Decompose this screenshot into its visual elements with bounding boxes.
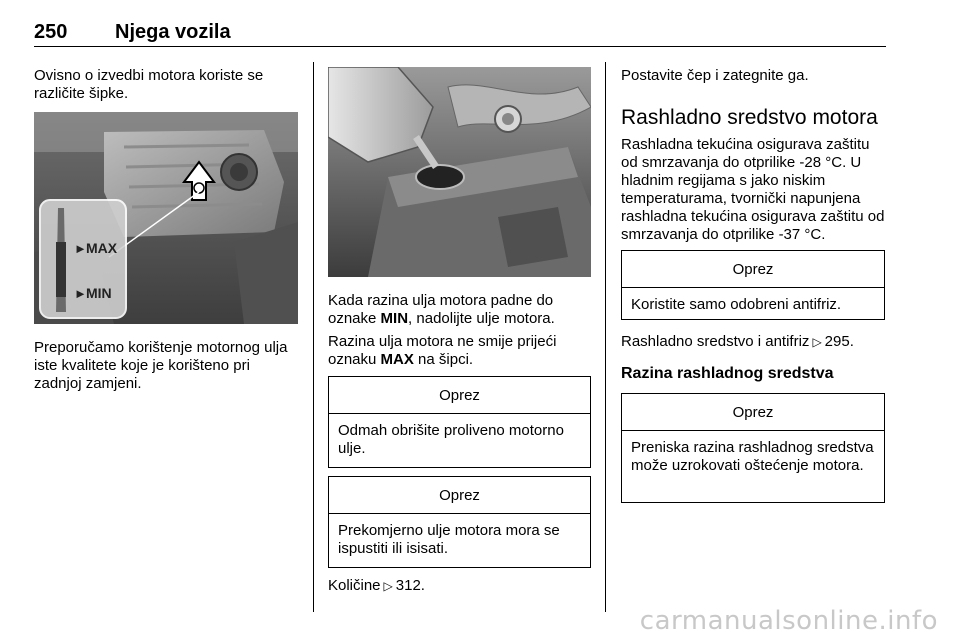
- engine-dipstick-figure: [34, 112, 298, 324]
- antifreeze-page-ref[interactable]: 295.: [824, 333, 854, 350]
- oil-min-text-post: , nadolijte ulje motora.: [408, 310, 555, 327]
- header-rule: [34, 46, 886, 47]
- caution-box-low-coolant: [621, 393, 885, 503]
- oil-max-text-post: na šipci.: [413, 351, 474, 368]
- coolant-description: Rashladna tekućina osigurava zaštitu od smrzavanja do otprilike -28 °C. U hladnim regijama s jako niskim temperaturama, tvornički napunjena rashladna tekućina osigurava zaštitu od smrzavanja do otprilike -37 °C.: [621, 136, 885, 243]
- antifreeze-reference: [621, 333, 885, 351]
- svg-text:►: ►: [74, 286, 87, 301]
- caution-body: Koristite samo odobreni antifriz.: [631, 296, 842, 313]
- dipstick-max-label: MAX: [86, 240, 118, 256]
- oil-min-text-pre: Kada razina ulja motora padne do oznake: [328, 292, 554, 327]
- quantities-reference: [328, 577, 588, 595]
- intro-text: Ovisno o izvedbi motora koriste se različite šipke.: [34, 67, 264, 102]
- caution-body: Odmah obrišite proliveno motorno ulje.: [338, 422, 564, 457]
- antifreeze-label[interactable]: Rashladno sredstvo i antifriz: [621, 333, 810, 350]
- oil-min-mark: MIN: [380, 310, 409, 327]
- watermark: carmanualsonline.info: [639, 606, 938, 636]
- engine-dipstick-illustration: [34, 112, 298, 324]
- page-reference-icon: ▷: [383, 579, 393, 593]
- dipstick-min-label: MIN: [86, 285, 112, 301]
- page-reference-icon: ▷: [812, 335, 822, 349]
- caution-body: Preniska razina rashladnog sredstva može uzrokovati oštećenje motora.: [631, 439, 874, 474]
- oil-filling-illustration: [328, 67, 591, 277]
- svg-text:►: ►: [74, 241, 87, 256]
- column-divider-2: [605, 62, 606, 612]
- coolant-heading: Rashladno sredstvo motora: [621, 106, 878, 129]
- oil-max-paragraph: [328, 333, 588, 369]
- oil-max-mark: MAX: [380, 351, 414, 368]
- oil-min-paragraph: [328, 292, 588, 328]
- quantities-label[interactable]: Količine: [328, 577, 381, 594]
- cap-instruction: Postavite čep i zategnite ga.: [621, 67, 809, 84]
- oil-filling-figure: [328, 67, 591, 277]
- caution-box-antifreeze: [621, 250, 885, 320]
- caution-box-spilled-oil: [328, 376, 591, 468]
- coolant-level-heading: Razina rashladnog sredstva: [621, 365, 834, 382]
- quantities-page-ref[interactable]: 312.: [395, 577, 425, 594]
- page-number: 250: [34, 21, 68, 43]
- caution-title: Oprez: [329, 377, 590, 414]
- caution-title: Oprez: [329, 477, 590, 514]
- recommendation-text: Preporučamo korištenje motornog ulja iste kvalitete koje je korišteno pri zadnjoj zamjeni.: [34, 339, 288, 392]
- section-title: Njega vozila: [115, 21, 231, 43]
- caution-title: Oprez: [622, 251, 884, 288]
- caution-box-excess-oil: [328, 476, 591, 568]
- oil-max-text-pre: Razina ulja motora ne smije prijeći oznaku: [328, 333, 557, 368]
- caution-body: Prekomjerno ulje motora mora se ispustiti ili isisati.: [338, 522, 560, 557]
- column-divider-1: [313, 62, 314, 612]
- caution-title: Oprez: [622, 394, 884, 431]
